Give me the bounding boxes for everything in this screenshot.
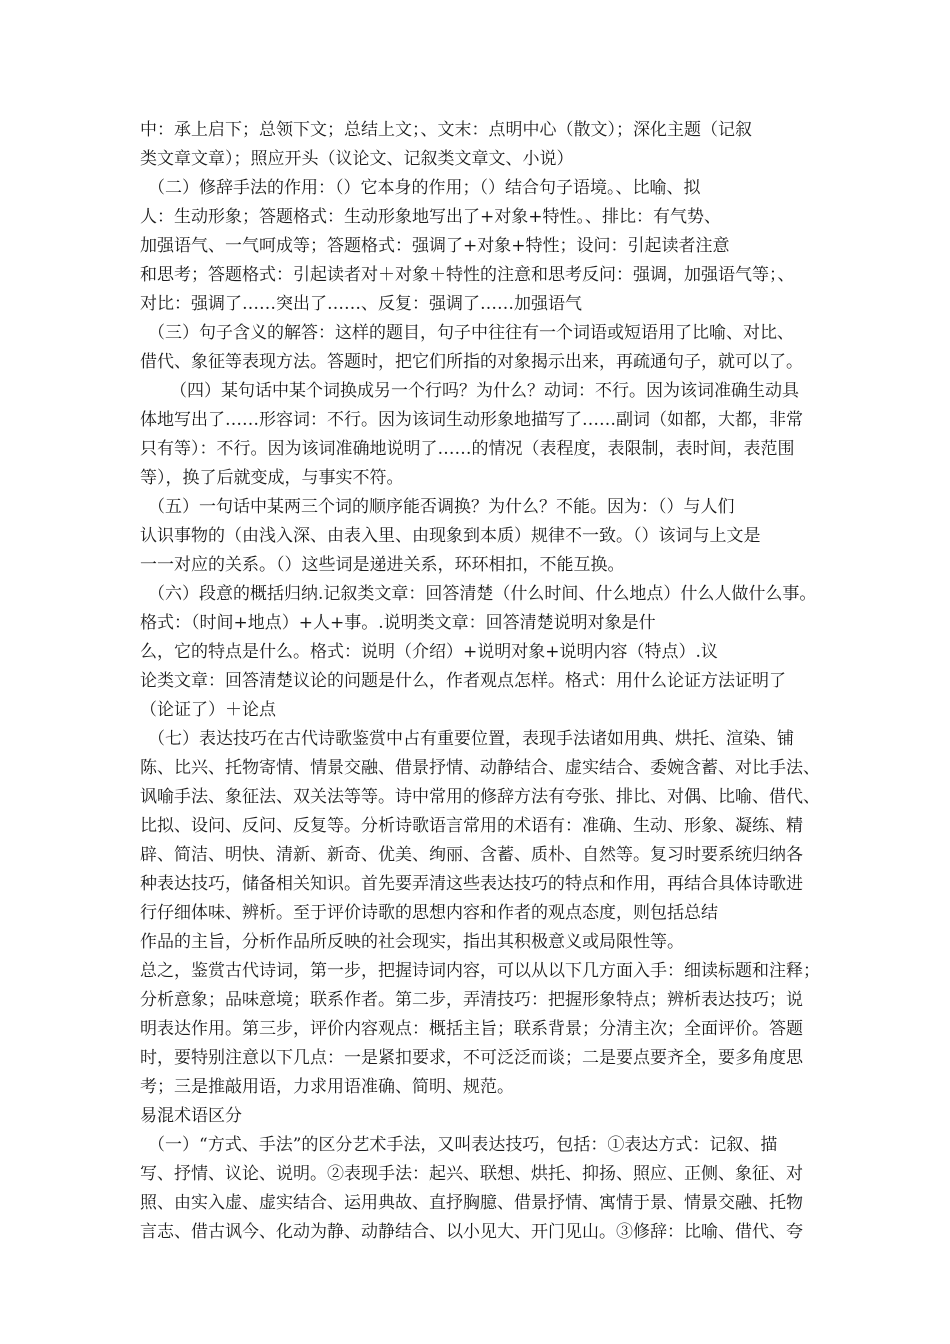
text-line: 等），换了后就变成，与事实不符。 bbox=[140, 468, 404, 488]
text-line: 人：生动形象；答题格式：生动形象地写出了+对象+特性。、排比：有气势、 bbox=[140, 207, 721, 227]
text-line: 时，要特别注意以下几点：一是紧扣要求，不可泛泛而谈；二是要点要齐全，要多角度思 bbox=[140, 1048, 803, 1068]
text-line: （二）修辞手法的作用：（）它本身的作用；（）结合句子语境。、比喻、拟 bbox=[148, 178, 701, 198]
text-line: （五）一句话中某两三个词的顺序能否调换？为什么？不能。因为：（）与人们 bbox=[148, 497, 735, 517]
text-line: 考；三是推敲用语，力求用语准确、简明、规范。 bbox=[140, 1077, 514, 1097]
text-line: 陈、比兴、托物寄情、情景交融、借景抒情、动静结合、虚实结合、委婉含蓄、对比手法、 bbox=[140, 758, 820, 778]
text-line: 体地写出了……形容词：不行。因为该词生动形象地描写了……副词（如都，大都，非常 bbox=[140, 410, 803, 430]
text-line: 认识事物的（由浅入深、由表入里、由现象到本质）规律不一致。（）该词与上文是 bbox=[140, 526, 761, 546]
text-line: 讽喻手法、象征法、双关法等等。诗中常用的修辞方法有夸张、排比、对偶、比喻、借代、 bbox=[140, 787, 820, 807]
text-line: 一一对应的关系。（）这些词是递进关系，环环相扣，不能互换。 bbox=[140, 555, 625, 575]
text-line: 行仔细体味、辨析。至于评价诗歌的思想内容和作者的观点态度，则包括总结 bbox=[140, 903, 718, 923]
text-line: （论证了）＋论点 bbox=[140, 700, 276, 720]
text-line: 加强语气、一气呵成等；答题格式：强调了+对象+特性；设问：引起读者注意 bbox=[140, 236, 730, 256]
text-line: 照、由实入虚、虚实结合、运用典故、直抒胸臆、借景抒情、寓情于景、情景交融、托物 bbox=[140, 1193, 803, 1213]
text-line: 作品的主旨，分析作品所反映的社会现实，指出其积极意义或局限性等。 bbox=[140, 932, 684, 952]
text-line: 和思考；答题格式：引起读者对＋对象＋特性的注意和思考反问：强调，加强语气等；、 bbox=[140, 265, 795, 285]
text-line: 么，它的特点是什么。格式：说明（介绍）+说明对象+说明内容（特点）.议 bbox=[140, 642, 718, 662]
text-line: 明表达作用。第三步，评价内容观点：概括主旨；联系背景；分清主次；全面评价。答题 bbox=[140, 1019, 803, 1039]
text-line: 言志、借古讽今、化动为静、动静结合、以小见大、开门见山。③修辞：比喻、借代、夸 bbox=[140, 1222, 803, 1242]
text-line: 借代、象征等表现方法。答题时，把它们所指的对象揭示出来，再疏通句子，就可以了。 bbox=[140, 352, 803, 372]
section-heading: 易混术语区分 bbox=[140, 1106, 242, 1126]
text-line: 只有等）：不行。因为该词准确地说明了……的情况（表程度，表限制，表时间，表范围 bbox=[140, 439, 795, 459]
text-line: 写、抒情、议论、说明。②表现手法：起兴、联想、烘托、抑扬、照应、正侧、象征、对 bbox=[140, 1164, 803, 1184]
text-line: （一）“方式、手法”的区分艺术手法，又叫表达技巧，包括：①表达方式：记叙、描 bbox=[148, 1135, 778, 1155]
text-line: 辟、简洁、明快、清新、新奇、优美、绚丽、含蓄、质朴、自然等。复习时要系统归纳各 bbox=[140, 845, 803, 865]
text-line: 对比：强调了……突出了……、反复：强调了……加强语气 bbox=[140, 294, 582, 314]
text-line: （六）段意的概括归纳.记叙类文章：回答清楚（什么时间、什么地点）什么人做什么事。 bbox=[148, 584, 817, 604]
text-line: 类文章文章）；照应开头（议论文、记叙类文章文、小说） bbox=[140, 149, 574, 169]
text-line: 论类文章：回答清楚议论的问题是什么，作者观点怎样。格式：用什么论证方法证明了 bbox=[140, 671, 786, 691]
text-line: （七）表达技巧在古代诗歌鉴赏中占有重要位置，表现手法诸如用典、烘托、渲染、铺 bbox=[148, 729, 794, 749]
text-line: 种表达技巧，储备相关知识。首先要弄清这些表达技巧的特点和作用，再结合具体诗歌进 bbox=[140, 874, 803, 894]
text-line: （四）某句话中某个词换成另一个行吗？为什么？动词：不行。因为该词准确生动具 bbox=[170, 381, 799, 401]
text-line: （三）句子含义的解答：这样的题目，句子中往往有一个词语或短语用了比喻、对比、 bbox=[148, 323, 794, 343]
text-line: 比拟、设问、反问、反复等。分析诗歌语言常用的术语有：准确、生动、形象、凝练、精 bbox=[140, 816, 803, 836]
text-line: 分析意象；品味意境；联系作者。第二步，弄清技巧：把握形象特点；辨析表达技巧；说 bbox=[140, 990, 803, 1010]
text-line: 中：承上启下；总领下文；总结上文；、文末：点明中心（散文）；深化主题（记叙 bbox=[140, 120, 752, 140]
text-line: 总之，鉴赏古代诗词，第一步，把握诗词内容，可以从以下几方面入手：细读标题和注释； bbox=[140, 961, 820, 981]
text-line: 格式：（时间+地点）+人+事。.说明类文章：回答清楚说明对象是什 bbox=[140, 613, 656, 633]
